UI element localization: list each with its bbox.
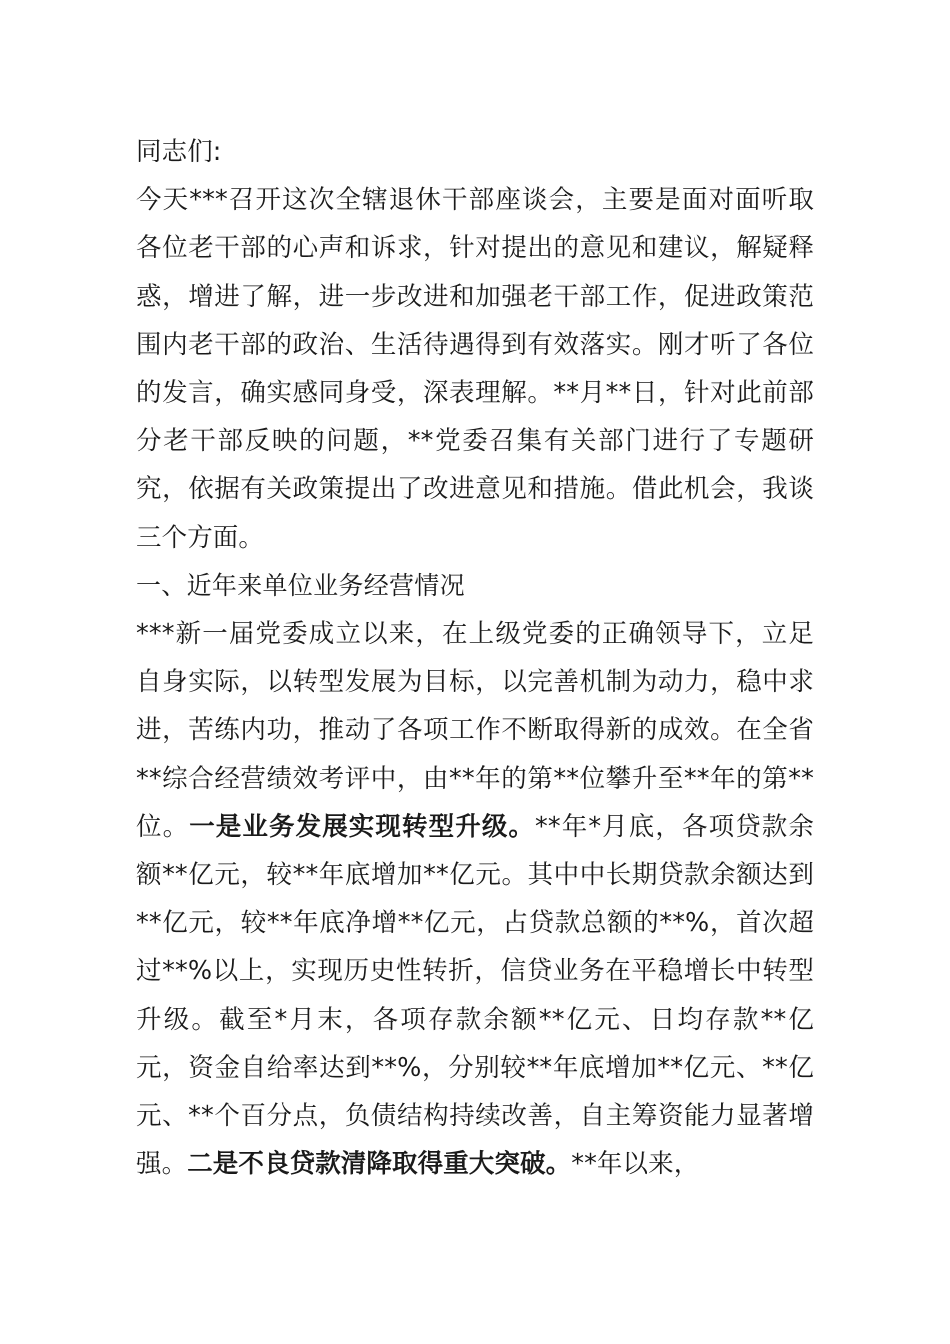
emphasis-run: 二是不良贷款清降取得重大突破。 [187, 1149, 572, 1180]
paragraph-opening: 今天***召开这次全辖退休干部座谈会，主要是面对面听取各位老干部的心声和诉求，针对提出的意见和建议，解疑释惑，增进了解，进一步改进和加强老干部工作，促进政策范围内老干部的政治、生活待遇得到有效落实。刚才听了各位的发言，确实感同身受，深表理解。**月**日，针对此前部分老干部反映的问题，**党委召集有关部门进行了专题研究，依据有关政策提出了改进意见和措施。借此机会，我谈三个方面。 [136, 185, 814, 553]
text-run: **年*月底，各项贷款余额**亿元，较**年底增加**亿元。其中中长期贷款余额达到**亿元，较**年底净增**亿元，占贷款总额的**%，首次超过**%以上，实现历史性转折，信贷业务在平稳增长中转型升级。截至*月末，各项存款余额**亿元、日均存款**亿元，资金自给率达到**%，分别较**年底增加**亿元、**亿元、**个百分点，负债结构持续改善，自主筹资能力显著增强。 [136, 811, 814, 1180]
text-run: ***新一届党委成立以来，在上级党委的正确领导下，立足自身实际，以转型发展为目标，以完善机制为动力，稳中求进，苦练内功，推动了各项工作不断取得新的成效。在全省**综合经营绩效考评中，由**年的第**位攀升至**年的第**位。 [136, 619, 814, 842]
emphasis-run: 一是业务发展实现转型升级。 [189, 811, 536, 842]
heading-section-one: 一、近年来单位业务经营情况 [136, 570, 465, 600]
paragraph-salutation: 同志们: [136, 137, 222, 167]
paragraph-section-one-body [136, 610, 814, 1188]
document-text-body [136, 128, 814, 1188]
text-run: **年以来， [571, 1149, 700, 1180]
